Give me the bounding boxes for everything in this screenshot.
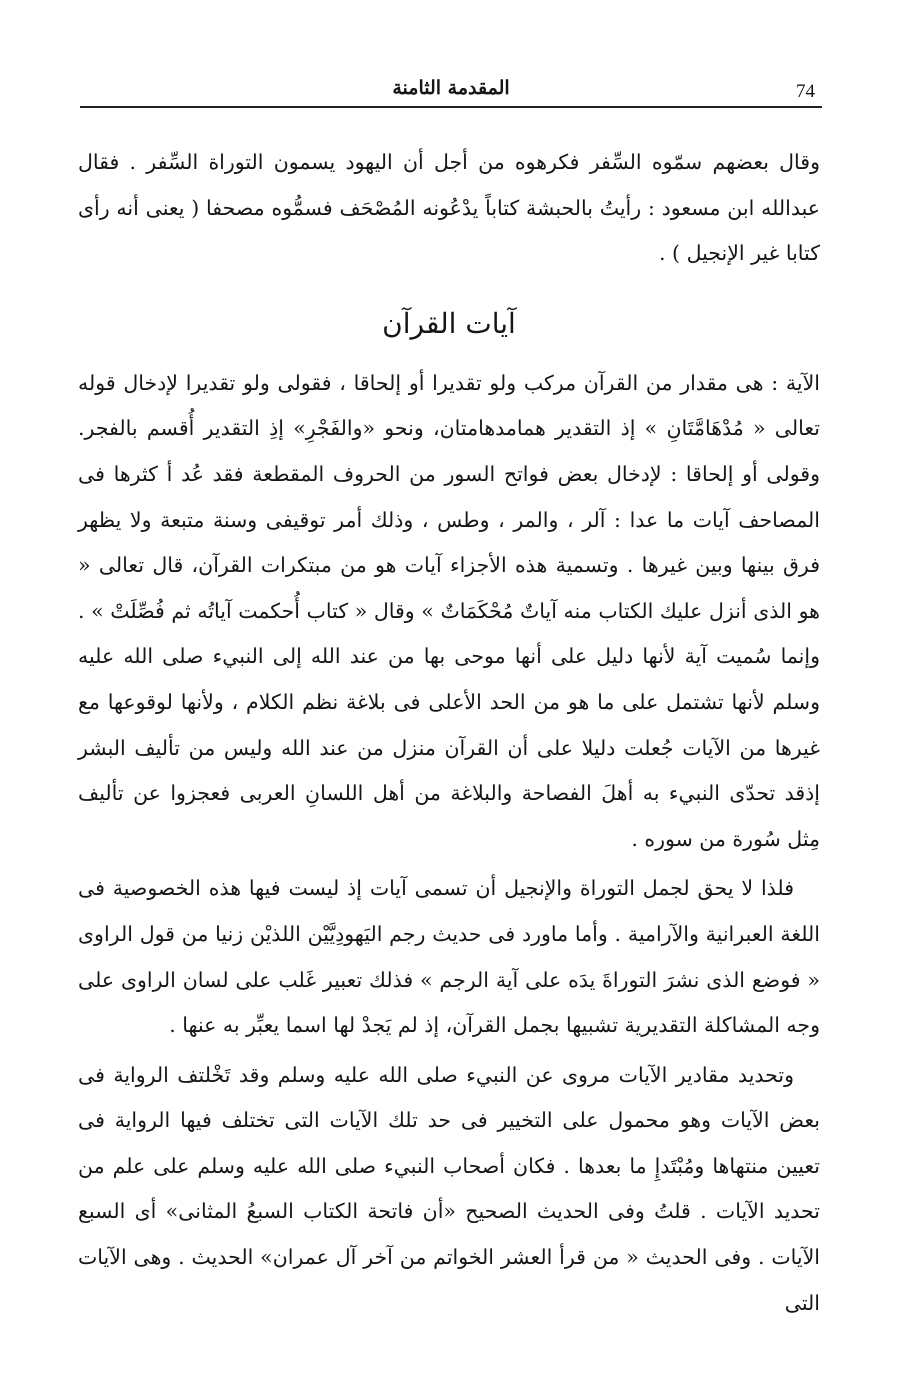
paragraph-mushaf: وقال بعضهم سمّوه السِّفر فكرهوه من أجل أن اليهود يسمون التوراة السِّفر . فقال عبدالله ابن مسعود : رأيتُ بالحبشة كتاباً يدْعُونه المُصْحَف فسمُّوه مصحفا ( يعنى أنه رأى كتابا غير الإنجيل ) . <box>78 150 820 266</box>
page-body <box>78 140 820 1326</box>
paragraph-aya-limits: وتحديد مقادير الآيات مروى عن النبيء صلى الله عليه وسلم وقد تَخْلتف الرواية فى بعض الآيات وهو محمول على التخيير فى حد تلك الآيات التى تختلف فيها الرواية فى تعيين منتهاها ومُبْتَدإِ ما بعدها . فكان أصحاب النبيء صلى الله عليه وسلم على علم من تحديد الآيات . قلتُ وفى الحديث الصحيح «أن فاتحة الكتاب السبعُ المثانى» أى السبع الآيات . وفى الحديث « من قرأ العشر الخواتم من آخر آل عمران» الحديث . وهى الآيات التى <box>78 1062 820 1315</box>
page-header <box>80 62 822 108</box>
section-heading: آيات القرآن <box>382 306 516 340</box>
paragraph-aya-definition: الآية : هى مقدار من القرآن مركب ولو تقديرا أو إلحاقا ، فقولى ولو تقديرا لإدخال قوله تعالى « مُدْهَامَّتَانِ » إذ التقدير همامدهامتان، ونحو «والفَجْرِ» إذِ التقدير أُقسم بالفجر. وقولى أو إلحاقا : لإدخال بعض فواتح السور من الحروف المقطعة فقد عُد أ كثرها فى المصاحف آيات ما عدا : آلر ، والمر ، وطس ، وذلك أمر توقيفى وسنة متبعة ولا يظهر فرق بينها وبين غيرها . وتسمية هذه الأجزاء آيات هو من مبتكرات القرآن، قال تعالى « هو الذى أنزل عليك الكتاب منه آياتٌ مُحْكَمَاتٌ » وقال « كتاب أُحكمت آياتُه ثم فُصِّلَتْ » . وإنما سُميت آية لأنها دليل على أنها موحى بها من عند الله إلى النبيء صلى الله عليه وسلم لأنها تشتمل على ما هو من الحد الأعلى فى بلاغة نظم الكلام ، ولأنها لوقوعها مع غيرها من الآيات جُعلت دليلا على أن القرآن منزل من عند الله وليس من تأليف البشر إذقد تحدّى النبيء به أهلَ الفصاحة والبلاغة من أهل اللسانِ العربى فعجزوا عن تأليف مِثل سُورة من سوره . <box>78 370 820 851</box>
paragraph-torah-gospel: فلذا لا يحق لجمل التوراة والإنجيل أن تسمى آيات إذ ليست فيها هذه الخصوصية فى اللغة العبرانية والآرامية . وأما ماورد فى حديث رجم اليَهودِيَّيْن اللذيْن زنيا من قول الراوى « فوضع الذى نشرَ التوراةَ يدَه على آية الرجم » فذلك تعبير غَلب على لسان الراوى على وجه المشاكلة التقديرية تشبيها بجمل القرآن، إذ لم يَجدْ لها اسما يعبِّر به عنها . <box>78 876 820 1038</box>
page-number: 74 <box>796 81 815 102</box>
running-title: المقدمة الثامنة <box>392 77 510 99</box>
